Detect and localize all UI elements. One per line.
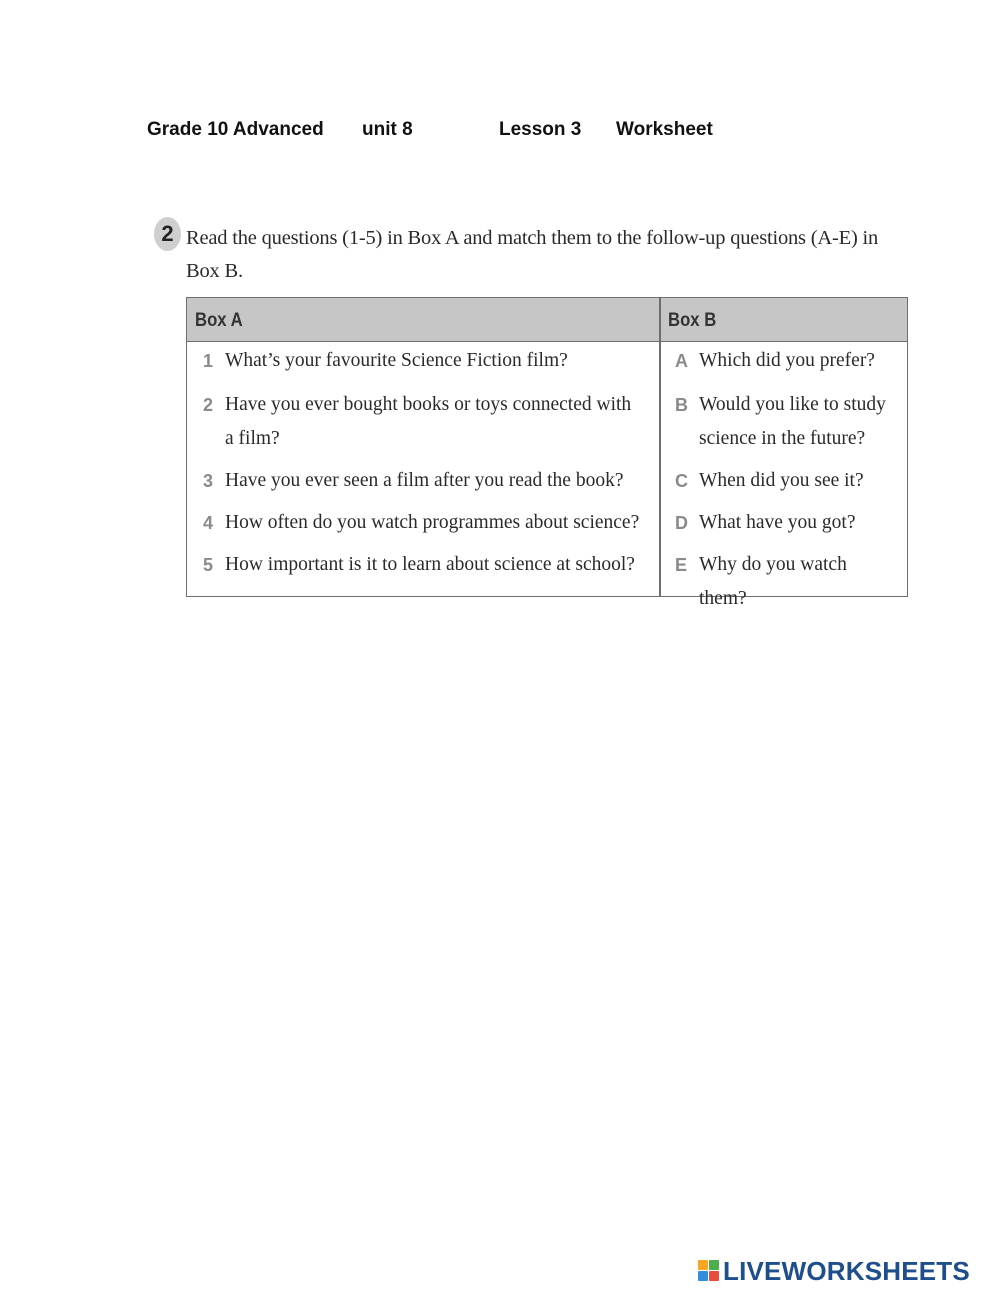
- box-b-item-text: When did you see it?: [699, 470, 864, 491]
- unit-label: unit 8: [362, 119, 413, 140]
- box-a-item-number: 3: [203, 471, 214, 491]
- box-b-item-letter: E: [675, 555, 688, 575]
- box-b-item-letter: C: [675, 471, 688, 491]
- box-a-item-text: What’s your favourite Science Fiction film?: [225, 350, 568, 371]
- column-divider: [659, 298, 661, 596]
- box-b-title: Box B: [668, 310, 717, 331]
- box-a-item-text: Have you ever bought books or toys connected with a film?: [225, 394, 632, 449]
- box-a-item-number: 5: [203, 555, 214, 575]
- box-b-item-text: What have you got?: [699, 512, 856, 533]
- exercise-instruction: Read the questions (1-5) in Box A and match them to the follow-up questions (A-E) in Box B.: [186, 227, 879, 282]
- box-b-item-letter: B: [675, 395, 688, 415]
- box-a-item-number: 4: [203, 513, 214, 533]
- box-a-item-number: 2: [203, 395, 214, 415]
- box-a-item-text: Have you ever seen a film after you read the book?: [225, 470, 624, 491]
- worksheet-label: Worksheet: [616, 119, 713, 140]
- box-a-title: Box A: [195, 310, 243, 331]
- box-b-item-text: Why do you watch them?: [699, 554, 847, 609]
- liveworksheets-logo-text: LIVEWORKSHEETS: [723, 1256, 970, 1286]
- matching-table: [186, 297, 908, 609]
- table-header: [187, 298, 907, 342]
- lesson-label: Lesson 3: [499, 119, 582, 140]
- box-a-item-number: 1: [203, 351, 214, 371]
- liveworksheets-logo[interactable]: [697, 1256, 993, 1286]
- grade-label: Grade 10 Advanced: [147, 119, 324, 140]
- box-b-item-text: Which did you prefer?: [699, 350, 875, 371]
- box-a-item-text: How often do you watch programmes about science?: [225, 512, 640, 533]
- box-b-item-letter: D: [675, 513, 688, 533]
- box-b-item-letter: A: [675, 351, 688, 371]
- box-a-item-text: How important is it to learn about science at school?: [225, 554, 635, 575]
- exercise-number-badge: 2: [154, 217, 181, 251]
- box-b-item-text: Would you like to study science in the future?: [699, 394, 886, 449]
